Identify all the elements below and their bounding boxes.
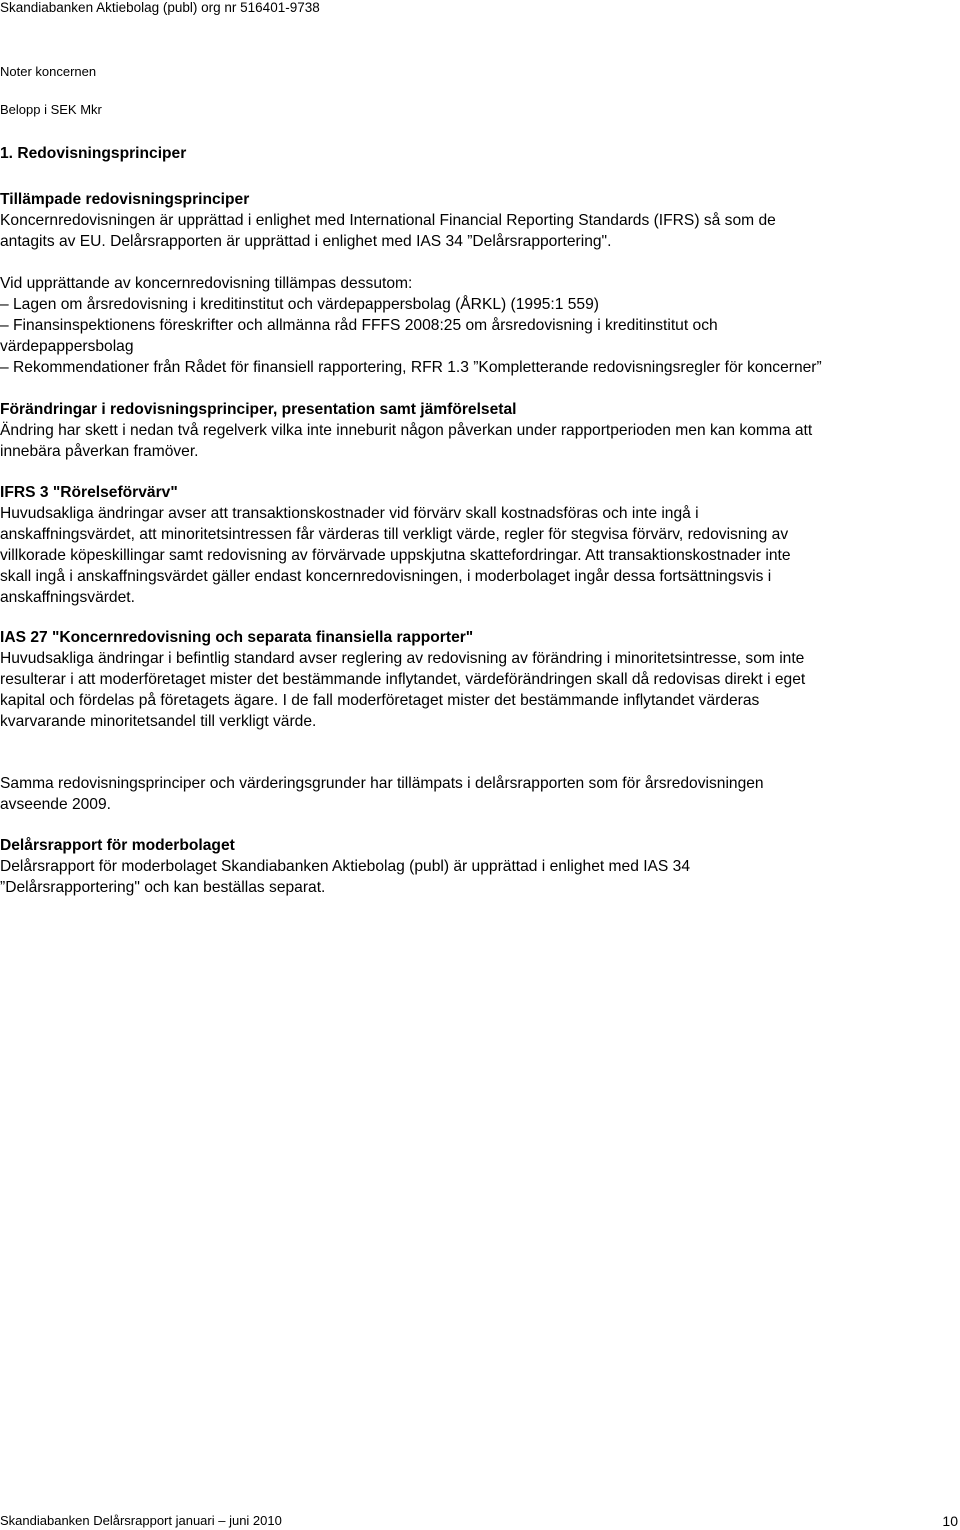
applied-principles-heading: Tillämpade redovisningsprinciper xyxy=(0,191,250,208)
page-number: 10 xyxy=(942,1513,958,1529)
paragraph-line: Ändring har skett i nedan två regelverk vilka inte inneburit någon påverkan under rapportperioden men kan komma att xyxy=(0,422,813,439)
paragraph-line: Huvudsakliga ändringar avser att transaktionskostnader vid förvärv skall kostnadsföras och inte ingå i xyxy=(0,505,699,522)
changes-heading: Förändringar i redovisningsprinciper, presentation samt jämförelsetal xyxy=(0,401,517,418)
ias27-heading: IAS 27 "Koncernredovisning och separata finansiella rapporter" xyxy=(0,629,474,646)
rules-list-item: – Finansinspektionens föreskrifter och allmänna råd FFFS 2008:25 om årsredovisning i kreditinstitut och xyxy=(0,317,718,334)
parent-report-section xyxy=(0,835,960,898)
paragraph-line: innebära påverkan framöver. xyxy=(0,443,199,460)
ias27-section xyxy=(0,627,960,732)
rules-intro-line: Vid upprättande av koncernredovisning tillämpas dessutom: xyxy=(0,275,413,292)
ifrs3-heading: IFRS 3 "Rörelseförvärv" xyxy=(0,484,178,501)
ifrs3-section xyxy=(0,482,960,608)
paragraph-line: Samma redovisningsprinciper och värderingsgrunder har tillämpats i delårsrapporten som för årsredovisningen xyxy=(0,775,764,792)
paragraph-line: villkorade köpeskillingar samt redovisning av förvärvade uppskjutna skattefordringar. Att transaktionskostnader inte xyxy=(0,547,791,564)
note-heading: 1. Redovisningsprinciper xyxy=(0,145,187,162)
paragraph-line: resulterar i att moderföretaget mister det bestämmande inflytandet, värdeförändringen skall då redovisas direkt i eget xyxy=(0,671,806,688)
paragraph-line: avseende 2009. xyxy=(0,796,111,813)
additional-rules-section xyxy=(0,273,960,378)
paragraph-line: skall ingå i anskaffningsvärdet gäller endast koncernredovisningen, i moderbolaget ingår dessa fortsättningsvis i xyxy=(0,568,772,585)
document-header: Skandiabanken Aktiebolag (publ) org nr 516401-9738 xyxy=(0,0,320,15)
paragraph-line: anskaffningsvärdet. xyxy=(0,589,135,606)
paragraph-line: kvarvarande minoritetsandel till verkligt värde. xyxy=(0,713,317,730)
paragraph-line: antagits av EU. Delårsrapporten är upprättad i enlighet med IAS 34 ”Delårsrapportering". xyxy=(0,233,612,250)
footer-report-name: Skandiabanken Delårsrapport januari – juni 2010 xyxy=(0,1513,282,1528)
applied-principles-section xyxy=(0,189,960,252)
parent-report-heading: Delårsrapport för moderbolaget xyxy=(0,837,235,854)
paragraph-line: Delårsrapport för moderbolaget Skandiabanken Aktiebolag (publ) är upprättad i enlighet med IAS 34 xyxy=(0,858,691,875)
rules-list-item-continuation: värdepappersbolag xyxy=(0,338,134,355)
same-principles-section xyxy=(0,773,960,815)
rules-list-item: – Rekommendationer från Rådet för finansiell rapportering, RFR 1.3 ”Kompletterande redovisningsregler för koncerner” xyxy=(0,359,822,376)
paragraph-line: Huvudsakliga ändringar i befintlig standard avser reglering av redovisning av förändring i minoritetsintresse, som inte xyxy=(0,650,805,667)
section-label: Noter koncernen xyxy=(0,64,97,79)
paragraph-line: ”Delårsrapportering" och kan beställas separat. xyxy=(0,879,326,896)
paragraph-line: anskaffningsvärdet, att minoritetsintressen får värderas till verkligt värde, regler för stegvisa förvärv, redovisning av xyxy=(0,526,789,543)
paragraph-line: kapital och fördelas på företagets ägare. I de fall moderföretaget mister det bestämmande inflytandet värderas xyxy=(0,692,760,709)
paragraph-line: Koncernredovisningen är upprättad i enlighet med International Financial Reporting Standards (IFRS) så som de xyxy=(0,212,776,229)
changes-section xyxy=(0,399,960,462)
rules-list-item: – Lagen om årsredovisning i kreditinstitut och värdepappersbolag (ÅRKL) (1995:1 559) xyxy=(0,296,599,313)
amount-unit-label: Belopp i SEK Mkr xyxy=(0,102,102,117)
